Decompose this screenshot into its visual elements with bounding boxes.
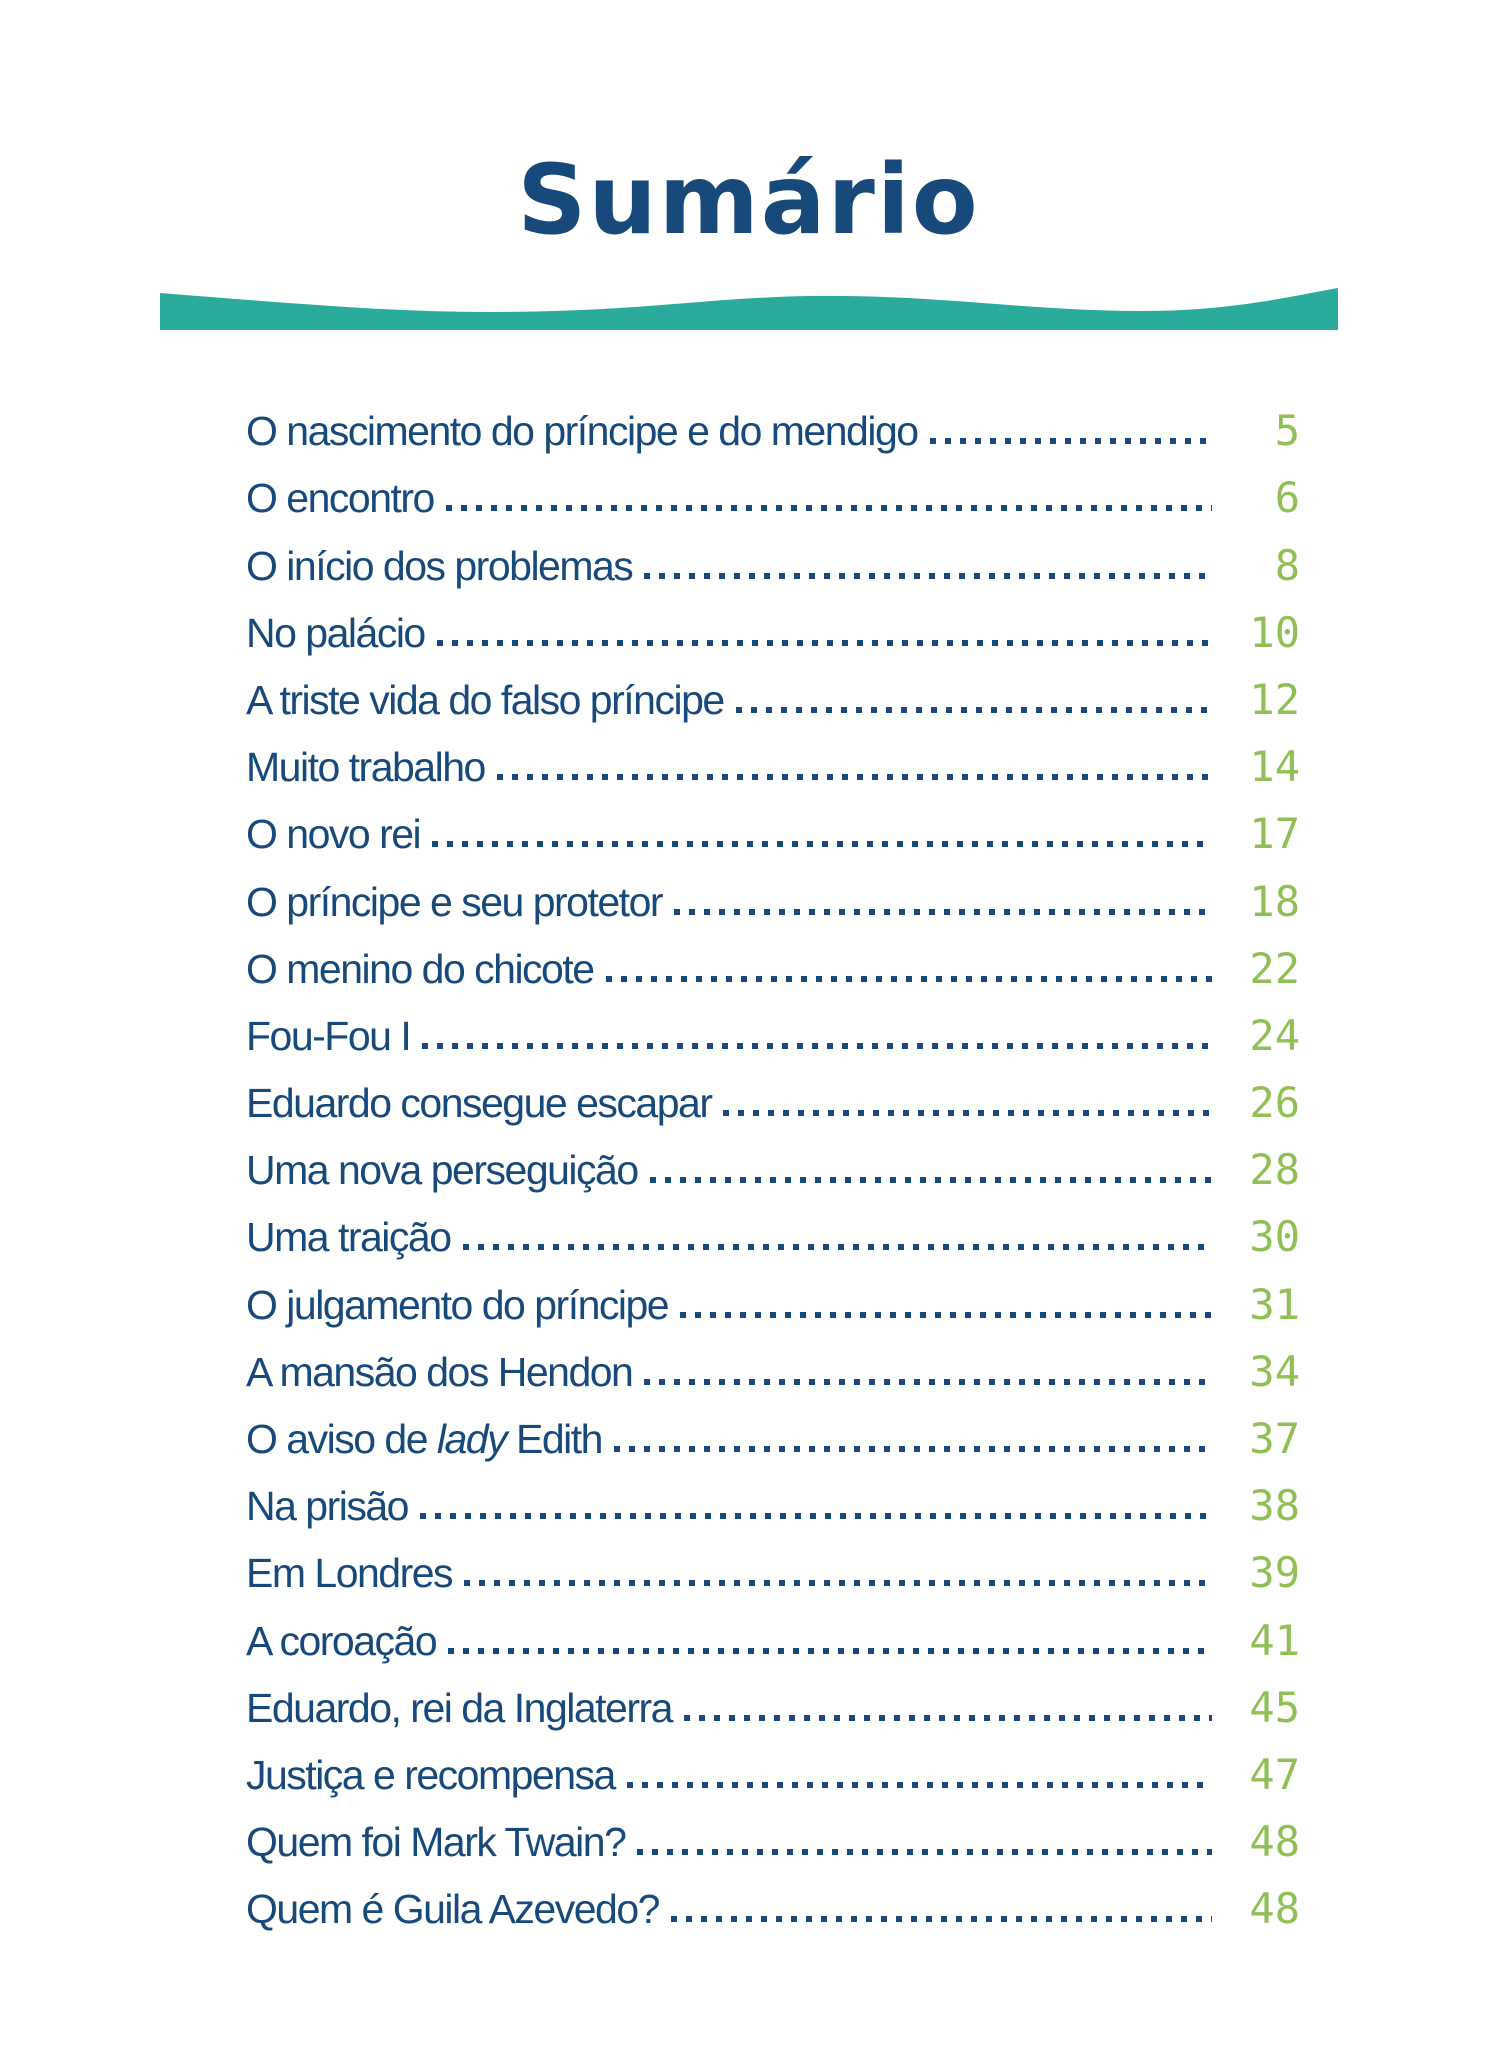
toc-entry-label: Uma nova perseguição xyxy=(246,1147,638,1194)
dot-leader xyxy=(420,1513,1212,1519)
toc-entry xyxy=(246,1729,1300,1799)
toc-entry-page: 26 xyxy=(1249,1078,1300,1128)
toc-entry xyxy=(246,1393,1300,1463)
dot-leader xyxy=(736,707,1212,713)
dot-leader xyxy=(684,1715,1212,1721)
toc-entry-label: Na prisão xyxy=(246,1483,408,1530)
toc-entry xyxy=(246,1863,1300,1934)
toc-entry-page: 39 xyxy=(1249,1548,1300,1598)
dot-leader xyxy=(422,1043,1212,1049)
page-title: Sumário xyxy=(517,144,980,257)
toc-entry xyxy=(246,1527,1300,1598)
toc-entry-label: O julgamento do príncipe xyxy=(246,1281,669,1328)
toc-entry-page: 24 xyxy=(1249,1010,1300,1060)
toc-entry-label: Uma traição xyxy=(246,1214,451,1261)
toc-entry-page: 14 xyxy=(1249,742,1300,792)
dot-leader xyxy=(446,505,1212,511)
dot-leader xyxy=(463,1244,1212,1250)
toc-entry xyxy=(246,1796,1300,1867)
toc-entry-label: Fou-Fou I xyxy=(246,1012,411,1059)
toc-entry-page: 28 xyxy=(1249,1145,1300,1195)
toc-entry-page: 22 xyxy=(1249,943,1300,993)
toc-entry-page: 47 xyxy=(1249,1749,1300,1799)
toc-entry-label: A triste vida do falso príncipe xyxy=(246,676,724,723)
toc-entry-page: 31 xyxy=(1249,1279,1300,1329)
dot-leader xyxy=(606,976,1212,982)
dot-leader xyxy=(680,1312,1212,1318)
toc-entry xyxy=(246,788,1300,859)
toc-entry-page: 48 xyxy=(1249,1884,1300,1934)
dot-leader xyxy=(437,640,1212,646)
toc-entry-label: Eduardo, rei da Inglaterra xyxy=(246,1684,672,1731)
toc-entry xyxy=(246,1662,1300,1732)
toc-entry-label: A mansão dos Hendon xyxy=(246,1348,633,1395)
toc-entry-page: 12 xyxy=(1249,674,1300,724)
toc-entry xyxy=(246,923,1300,993)
toc-entry-page: 38 xyxy=(1249,1481,1300,1531)
toc-entry-label: Quem é Guila Azevedo? xyxy=(246,1886,659,1933)
toc-entry-page: 18 xyxy=(1249,876,1300,926)
toc-entry xyxy=(246,855,1300,926)
toc-entry-page: 10 xyxy=(1249,607,1300,657)
toc-entry-label: Em Londres xyxy=(246,1550,453,1597)
dot-leader xyxy=(497,774,1212,780)
dot-leader xyxy=(432,841,1212,847)
toc-entry xyxy=(246,1258,1300,1329)
toc-entry xyxy=(246,654,1300,724)
dot-leader xyxy=(674,909,1212,915)
toc-entry xyxy=(246,452,1300,523)
toc-entry-label: O início dos problemas xyxy=(246,542,633,589)
toc-entry-page: 17 xyxy=(1249,809,1300,859)
toc-entry-label: O novo rei xyxy=(246,811,421,858)
toc-entry-label: O nascimento do príncipe e do mendigo xyxy=(246,408,918,455)
toc-entry-page: 45 xyxy=(1249,1682,1300,1732)
dot-leader xyxy=(671,1916,1212,1922)
toc-entry-label: O aviso de lady Edith xyxy=(246,1416,602,1462)
toc-entry-label: O menino do chicote xyxy=(246,945,594,992)
toc-entry xyxy=(246,1594,1300,1665)
toc-entry xyxy=(246,1124,1300,1195)
toc-entry-page: 41 xyxy=(1249,1615,1300,1665)
toc-entry xyxy=(246,519,1300,590)
toc-entry xyxy=(246,990,1300,1060)
dot-leader xyxy=(723,1110,1212,1116)
toc-entry-label: A coroação xyxy=(246,1617,437,1664)
dot-leader xyxy=(644,1379,1212,1385)
toc-list xyxy=(246,385,1300,1934)
toc-entry-page: 34 xyxy=(1249,1346,1300,1396)
dot-leader xyxy=(637,1849,1212,1855)
toc-entry-page: 37 xyxy=(1249,1414,1300,1463)
toc-entry-label: O encontro xyxy=(246,475,434,522)
toc-entry xyxy=(246,1326,1300,1396)
toc-entry-label: Quem foi Mark Twain? xyxy=(246,1819,626,1866)
toc-entry-page: 6 xyxy=(1274,473,1300,523)
toc-entry xyxy=(246,587,1300,657)
dot-leader xyxy=(614,1446,1212,1452)
toc-entry xyxy=(246,1460,1300,1531)
toc-entry-label: Justiça e recompensa xyxy=(246,1751,615,1798)
toc-entry-label: Eduardo consegue escapar xyxy=(246,1080,712,1127)
wave-band-shape xyxy=(160,288,1338,330)
dot-leader xyxy=(930,438,1212,444)
toc-entry-label: Muito trabalho xyxy=(246,744,485,791)
toc-entry-label: O príncipe e seu protetor xyxy=(246,878,663,925)
dot-leader xyxy=(650,1177,1212,1183)
toc-entry-page: 8 xyxy=(1274,540,1300,590)
dot-leader xyxy=(464,1580,1212,1586)
dot-leader xyxy=(644,573,1212,579)
toc-entry-label: No palácio xyxy=(246,609,425,656)
toc-entry xyxy=(246,1057,1300,1128)
dot-leader xyxy=(448,1648,1212,1654)
toc-entry-page: 48 xyxy=(1249,1817,1300,1867)
toc-entry xyxy=(246,1191,1300,1262)
dot-leader xyxy=(627,1782,1212,1788)
wave-band xyxy=(160,287,1338,330)
toc-entry-page: 5 xyxy=(1274,406,1300,456)
toc-entry xyxy=(246,385,1300,456)
toc-entry-page: 30 xyxy=(1249,1212,1300,1262)
toc-entry xyxy=(246,721,1300,792)
